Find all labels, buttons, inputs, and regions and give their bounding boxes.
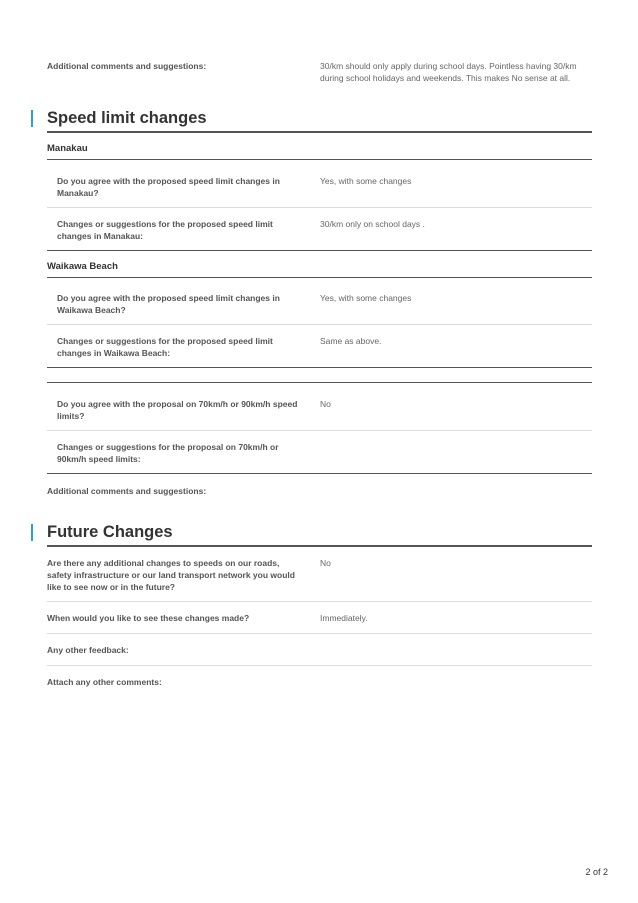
section-divider [47, 131, 592, 133]
top-additional-comments-question: Additional comments and suggestions: [47, 61, 207, 71]
row-divider [47, 324, 592, 325]
subsection-divider [47, 367, 592, 368]
page-number: 2 of 2 [585, 867, 608, 877]
row-divider [47, 430, 592, 431]
manakau-agree-answer: Yes, with some changes [320, 176, 412, 186]
subsection-divider [47, 250, 592, 251]
waikawa-suggestions-question: Changes or suggestions for the proposed speed limit changes in Waikawa Beach: [57, 336, 273, 358]
future-additional-changes-answer: No [320, 558, 331, 568]
manakau-suggestions-question: Changes or suggestions for the proposed speed limit changes in Manakau: [57, 219, 273, 241]
future-changes-section-title: Future Changes [47, 523, 173, 541]
waikawa-agree-question: Do you agree with the proposed speed limit changes in Waikawa Beach? [57, 293, 280, 315]
row-divider [47, 601, 592, 602]
speed-additional-comments-question: Additional comments and suggestions: [47, 486, 207, 496]
manakau-suggestions-answer: 30/km only on school days . [320, 219, 425, 229]
subsection-divider [47, 473, 592, 474]
future-attach-comments-question: Attach any other comments: [47, 677, 162, 687]
section-divider [47, 545, 592, 547]
future-when-answer: Immediately. [320, 613, 368, 623]
section-accent-bar [31, 110, 33, 127]
row-divider [47, 207, 592, 208]
rural-agree-answer: No [320, 399, 331, 409]
top-additional-comments-answer: 30/km should only apply during school days. Pointless having 30/km during school holidays and weekends. This makes No sense at all. [320, 61, 577, 83]
subsection-divider [47, 382, 592, 383]
manakau-agree-question: Do you agree with the proposed speed limit changes in Manakau? [57, 176, 280, 198]
waikawa-agree-answer: Yes, with some changes [320, 293, 412, 303]
section-accent-bar [31, 524, 33, 541]
row-divider [47, 665, 592, 666]
rural-suggestions-question: Changes or suggestions for the proposal on 70km/h or 90km/h speed limits: [57, 442, 279, 464]
future-when-question: When would you like to see these changes made? [47, 613, 250, 623]
waikawa-suggestions-answer: Same as above. [320, 336, 382, 346]
rural-agree-question: Do you agree with the proposal on 70km/h or 90km/h speed limits? [57, 399, 298, 421]
speed-limit-section-title: Speed limit changes [47, 109, 207, 127]
future-additional-changes-question: Are there any additional changes to speeds on our roads, safety infrastructure or our land transport network you would like to see now or in the future? [47, 558, 295, 592]
row-divider [47, 633, 592, 634]
waikawa-heading: Waikawa Beach [47, 261, 118, 272]
subsection-divider [47, 277, 592, 278]
manakau-heading: Manakau [47, 143, 88, 154]
future-other-feedback-question: Any other feedback: [47, 645, 129, 655]
subsection-divider [47, 159, 592, 160]
